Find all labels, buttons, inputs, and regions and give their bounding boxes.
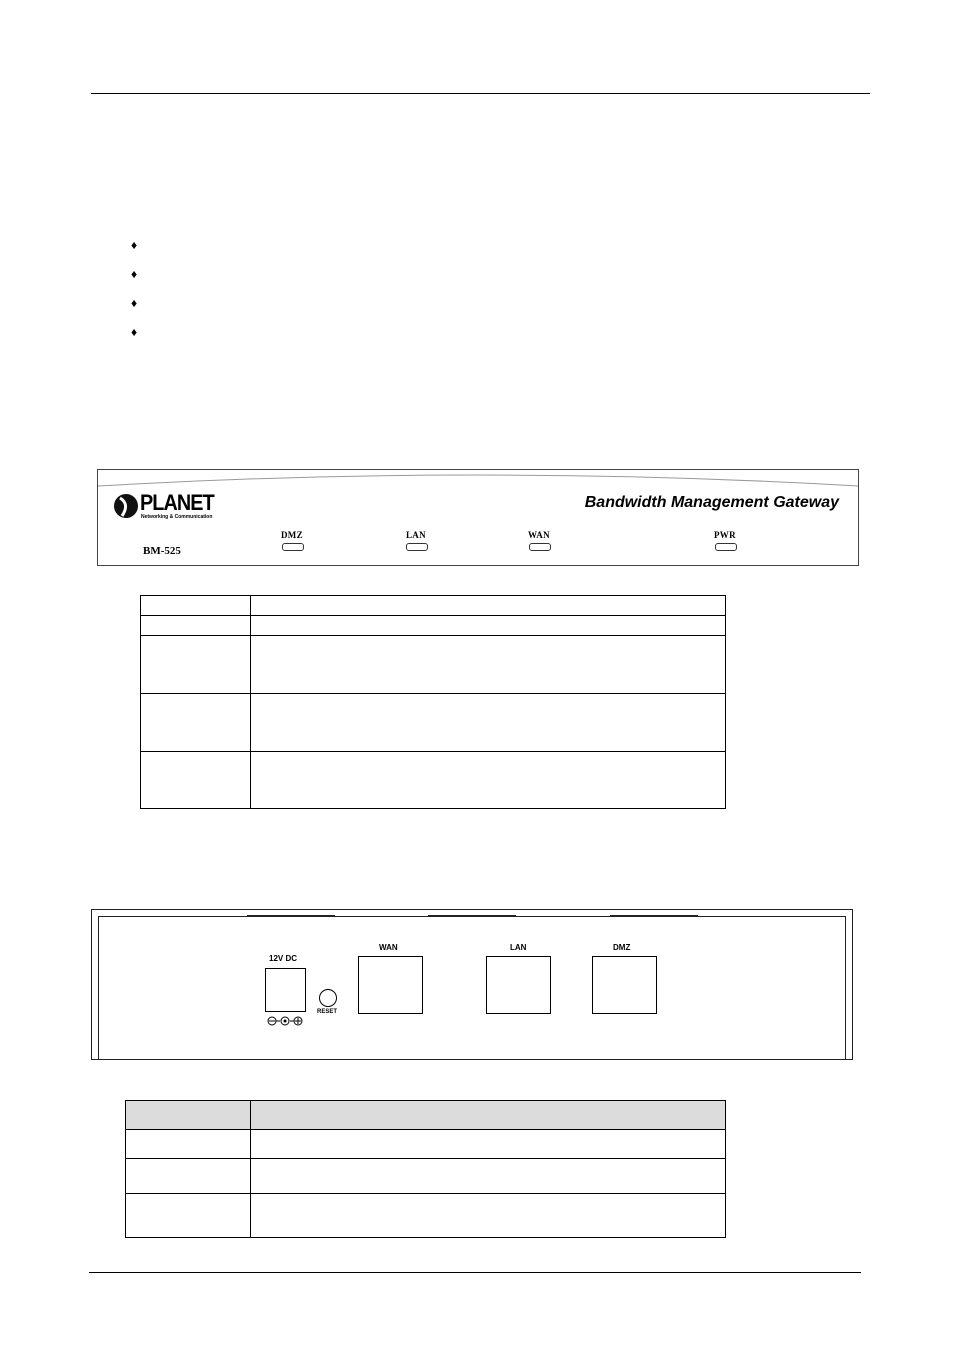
reset-button — [319, 989, 337, 1007]
polarity-icon — [267, 1016, 303, 1026]
panel-top-curve — [98, 470, 858, 490]
led-label-pwr: PWR — [714, 530, 736, 540]
front-led-table — [140, 595, 726, 809]
product-title: Bandwidth Management Gateway — [584, 494, 839, 511]
led-lan — [406, 543, 428, 551]
port-label-lan: LAN — [510, 943, 527, 952]
table-row — [126, 1130, 726, 1159]
lan-port — [486, 956, 551, 1014]
bullet-marker: ♦ — [131, 267, 138, 281]
front-panel-illustration — [97, 469, 859, 566]
rear-top-tab — [610, 912, 698, 917]
rear-top-tab — [428, 912, 516, 917]
port-label-wan: WAN — [379, 943, 398, 952]
rear-inner-frame — [98, 916, 846, 1059]
power-jack — [265, 968, 306, 1012]
rear-panel-illustration — [91, 909, 853, 1060]
port-label-dmz: DMZ — [613, 943, 631, 952]
led-pwr — [715, 543, 737, 551]
table-row — [141, 616, 726, 636]
dmz-port — [592, 956, 657, 1014]
led-dmz — [282, 543, 304, 551]
table-row — [126, 1194, 726, 1238]
header-rule — [91, 93, 870, 94]
brand-tagline: Networking & Communication — [141, 514, 213, 520]
table-row — [126, 1159, 726, 1194]
led-label-wan: WAN — [528, 530, 550, 540]
table-row — [141, 694, 726, 752]
table-row — [141, 596, 726, 616]
wan-port — [358, 956, 423, 1014]
rear-top-tab — [247, 912, 335, 917]
led-wan — [529, 543, 551, 551]
model-label: BM-525 — [143, 545, 181, 557]
reset-label: RESET — [317, 1009, 338, 1015]
footer-rule — [89, 1272, 861, 1273]
planet-logo-icon — [112, 492, 140, 520]
led-label-dmz: DMZ — [281, 530, 303, 540]
led-label-lan: LAN — [406, 530, 426, 540]
bullet-marker: ♦ — [131, 296, 138, 310]
brand-name: PLANET — [140, 490, 214, 515]
table-header-row — [126, 1101, 726, 1130]
bullet-marker: ♦ — [131, 325, 138, 339]
power-label: 12V DC — [269, 954, 298, 963]
rear-port-table — [125, 1100, 726, 1238]
bullet-marker: ♦ — [131, 238, 138, 252]
table-row — [141, 636, 726, 694]
table-row — [141, 752, 726, 809]
